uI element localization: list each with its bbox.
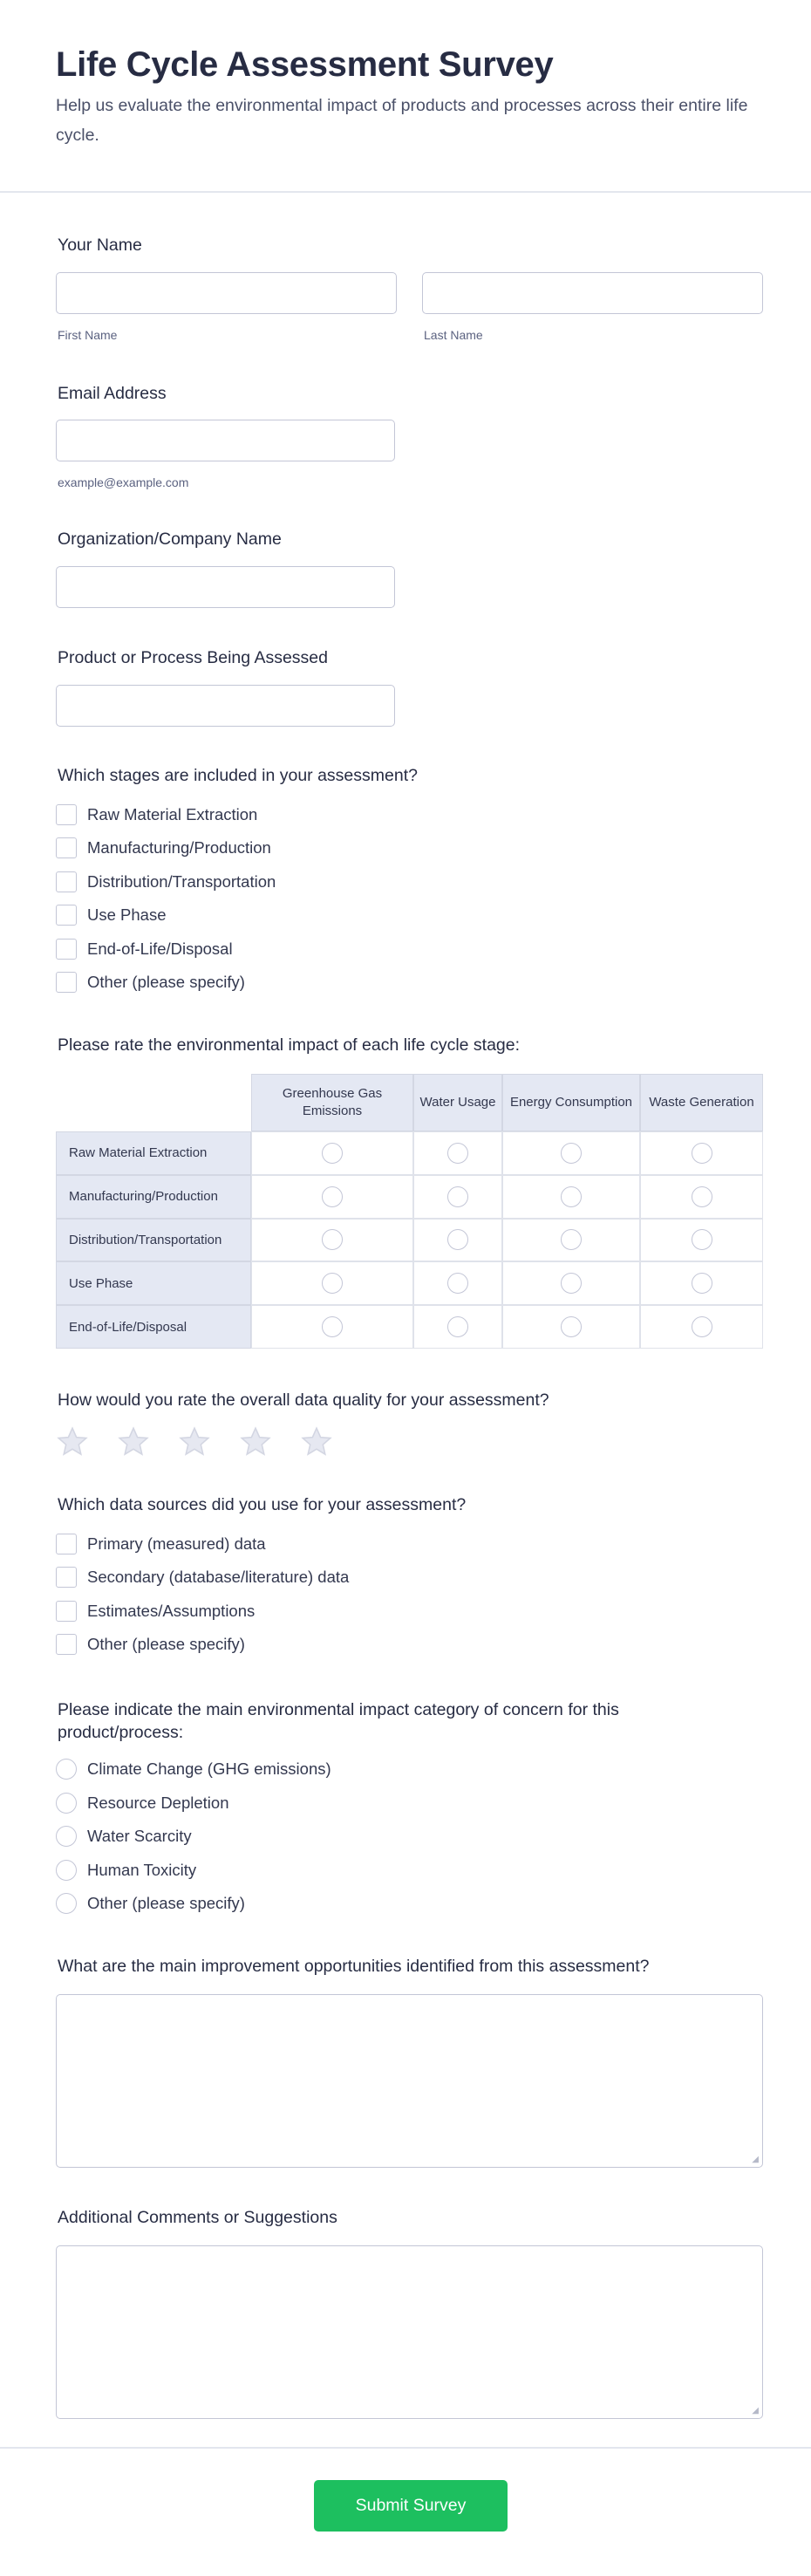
matrix-cell [413,1261,502,1305]
header-divider [0,191,811,193]
last-name-sublabel: Last Name [424,328,483,342]
matrix-column-header: Greenhouse Gas Emissions [251,1074,413,1131]
checkbox[interactable] [56,1534,77,1554]
matrix-radio-button[interactable] [692,1316,712,1337]
matrix-row-header: Distribution/Transportation [56,1219,251,1262]
matrix-row-header: Use Phase [56,1261,251,1305]
checkbox[interactable] [56,905,77,926]
matrix-cell [251,1175,413,1219]
matrix-radio-button[interactable] [692,1273,712,1294]
matrix-column-header: Waste Generation [640,1074,763,1131]
matrix-cell [413,1305,502,1349]
radio-button[interactable] [56,1826,77,1847]
stages-option[interactable] [56,903,167,927]
matrix-cell [502,1261,640,1305]
matrix-radio-button[interactable] [322,1316,343,1337]
product-input[interactable] [56,685,395,727]
matrix-radio-button[interactable] [322,1143,343,1164]
matrix-radio-button[interactable] [447,1316,468,1337]
matrix-radio-button[interactable] [447,1273,468,1294]
impact-option-label: Other (please specify) [87,1894,245,1912]
impact-label: Please indicate the main environmental impact category of concern for this product/process: [58,1700,619,1742]
star-icon[interactable] [239,1425,272,1463]
stages-option-label: Raw Material Extraction [87,805,258,823]
matrix-cell [502,1219,640,1262]
matrix-cell [640,1175,763,1219]
email-input[interactable] [56,420,395,461]
radio-button[interactable] [56,1893,77,1914]
page-title: Life Cycle Assessment Survey [56,45,554,84]
matrix-radio-button[interactable] [692,1186,712,1207]
organization-input[interactable] [56,566,395,608]
submit-button[interactable]: Submit Survey [314,2480,508,2532]
sources-option[interactable] [56,1565,349,1589]
stages-label: Which stages are included in your assessment? [58,766,418,785]
sources-option-label: Estimates/Assumptions [87,1601,256,1620]
impact-option-label: Climate Change (GHG emissions) [87,1759,331,1778]
improvements-label: What are the main improvement opportunities identified from this assessment? [58,1957,650,1976]
star-icon[interactable] [300,1425,333,1463]
matrix-row [56,1131,763,1175]
stages-option[interactable] [56,803,257,827]
matrix-row-header: Raw Material Extraction [56,1131,251,1175]
matrix-radio-button[interactable] [447,1229,468,1250]
stages-option[interactable] [56,836,271,860]
resize-handle-icon[interactable]: ◢ [752,2406,759,2415]
product-label: Product or Process Being Assessed [58,648,328,667]
radio-button[interactable] [56,1793,77,1814]
matrix-cell [251,1219,413,1262]
star-icon[interactable] [117,1425,150,1463]
comments-textarea[interactable] [56,2245,763,2419]
first-name-input[interactable] [56,272,397,314]
matrix-radio-button[interactable] [692,1143,712,1164]
impact-option[interactable] [56,1791,228,1815]
matrix-radio-button[interactable] [561,1143,582,1164]
star-icon[interactable] [56,1425,89,1463]
matrix-radio-button[interactable] [561,1229,582,1250]
checkbox[interactable] [56,1634,77,1655]
matrix-radio-button[interactable] [561,1186,582,1207]
name-label: Your Name [58,236,142,255]
checkbox[interactable] [56,1567,77,1588]
sources-option-label: Primary (measured) data [87,1534,266,1553]
matrix-cell [502,1175,640,1219]
comments-label: Additional Comments or Suggestions [58,2208,337,2227]
matrix-row [56,1305,763,1349]
resize-handle-icon[interactable]: ◢ [752,2155,759,2164]
matrix-cell [251,1261,413,1305]
matrix-row [56,1219,763,1262]
matrix-row-header: End-of-Life/Disposal [56,1305,251,1349]
page-subtitle: Help us evaluate the environmental impact of products and processes across their entire life cycle. [56,96,748,145]
matrix-radio-button[interactable] [561,1273,582,1294]
radio-button[interactable] [56,1860,77,1881]
stages-option[interactable] [56,870,276,894]
email-label: Email Address [58,384,167,403]
sources-label: Which data sources did you use for your assessment? [58,1495,467,1514]
impact-option[interactable] [56,1824,192,1848]
impact-option-label: Water Scarcity [87,1827,192,1845]
matrix-cell [640,1219,763,1262]
matrix-cell [251,1131,413,1175]
matrix-row [56,1261,763,1305]
matrix-cell [502,1131,640,1175]
checkbox[interactable] [56,1601,77,1622]
impact-option[interactable] [56,1757,331,1781]
sources-option[interactable] [56,1632,245,1657]
last-name-input[interactable] [422,272,763,314]
stages-option-label: Use Phase [87,905,167,925]
matrix-cell [640,1261,763,1305]
matrix-label: Please rate the environmental impact of each life cycle stage: [58,1035,521,1055]
matrix-cell [251,1305,413,1349]
organization-label: Organization/Company Name [58,530,282,549]
matrix-radio-button[interactable] [692,1229,712,1250]
quality-label: How would you rate the overall data quality for your assessment? [58,1390,549,1410]
matrix-row-header: Manufacturing/Production [56,1175,251,1219]
sources-option[interactable] [56,1599,255,1623]
impact-option[interactable] [56,1891,245,1916]
stages-option-label: Other (please specify) [87,973,245,991]
sources-option-label: Secondary (database/literature) data [87,1568,350,1587]
sources-option-label: Other (please specify) [87,1635,245,1654]
email-sublabel: example@example.com [58,475,189,489]
first-name-sublabel: First Name [58,328,118,342]
checkbox[interactable] [56,972,77,993]
matrix-corner [56,1074,251,1131]
radio-button[interactable] [56,1759,77,1780]
matrix-radio-button[interactable] [561,1316,582,1337]
matrix-cell [502,1305,640,1349]
impact-option[interactable] [56,1858,196,1882]
stages-option[interactable] [56,937,233,961]
matrix-cell [413,1131,502,1175]
checkbox[interactable] [56,939,77,960]
stages-option-label: Distribution/Transportation [87,871,276,891]
checkbox[interactable] [56,871,77,892]
impact-matrix [56,1074,763,1349]
matrix-row [56,1175,763,1219]
impact-option-label: Resource Depletion [87,1793,229,1812]
matrix-cell [640,1131,763,1175]
stages-option-label: Manufacturing/Production [87,838,271,858]
matrix-column-header: Energy Consumption [502,1074,640,1131]
checkbox[interactable] [56,804,77,825]
impact-option-label: Human Toxicity [87,1860,197,1879]
matrix-radio-button[interactable] [322,1273,343,1294]
matrix-radio-button[interactable] [447,1143,468,1164]
sources-option[interactable] [56,1532,266,1556]
footer-divider [0,2447,811,2449]
matrix-radio-button[interactable] [322,1229,343,1250]
matrix-cell [413,1219,502,1262]
stages-option-label: End-of-Life/Disposal [87,939,233,958]
matrix-cell [413,1175,502,1219]
improvements-textarea[interactable] [56,1994,763,2168]
matrix-column-header: Water Usage [413,1074,502,1131]
checkbox[interactable] [56,837,77,858]
matrix-cell [640,1305,763,1349]
matrix-radio-button[interactable] [322,1186,343,1207]
star-rating [56,1425,333,1463]
stages-option[interactable] [56,970,245,994]
matrix-radio-button[interactable] [447,1186,468,1207]
star-icon[interactable] [178,1425,211,1463]
